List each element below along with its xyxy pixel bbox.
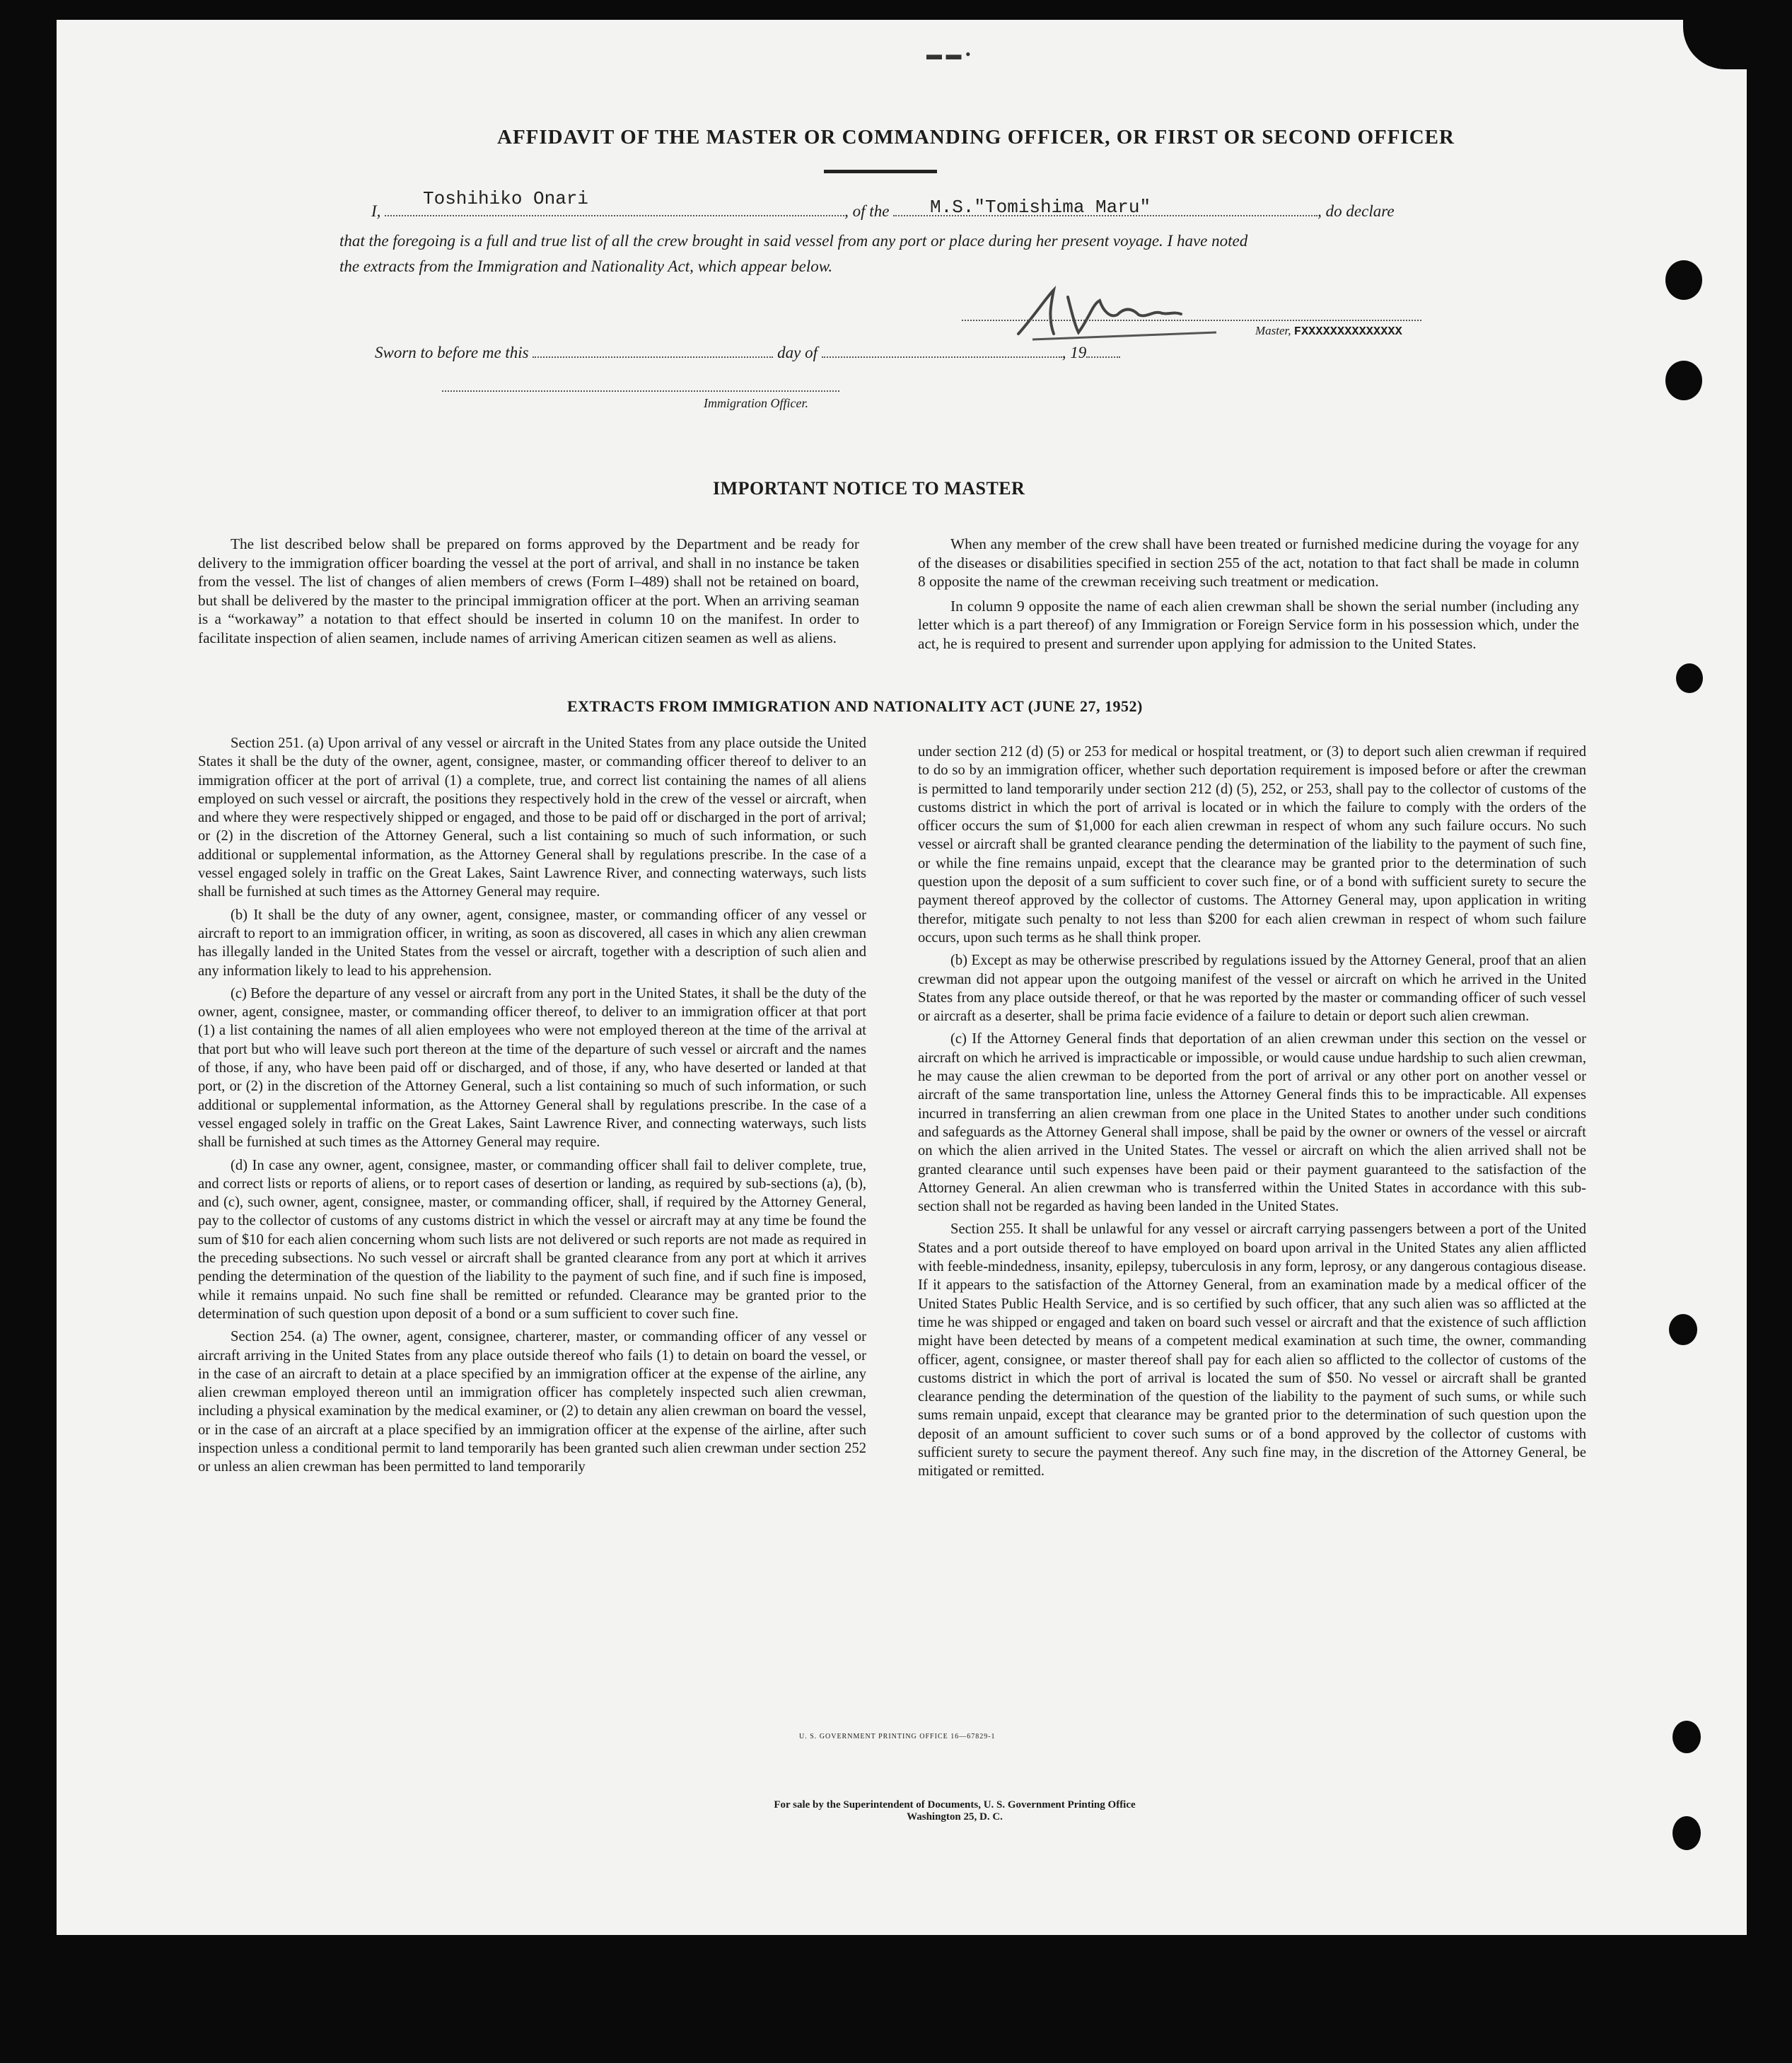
sale-line-2: Washington 25, D. C. xyxy=(907,1811,1003,1823)
printer-line: U. S. GOVERNMENT PRINTING OFFICE 16—67829-1 xyxy=(799,1733,996,1741)
sworn-label: Sworn to before me this xyxy=(375,344,529,361)
section-254a-continued: under section 212 (d) (5) or 253 for medical or hospital treatment, or (3) to deport such alien crewman if required to do so by an immigration officer, whether such deportation requirement is imposed before or after the crewman is permitted to land temporarily under section 212 (d) (5), 252, or 253, shall pay to the collector of customs of the customs district in which the port of arrival is located or in which the failure to comply with the orders of the officer occurs the sum of $1,000 for each alien crewman in respect of whom any such failure occurs. No such vessel or aircraft shall be granted clearance pending the determination of the liability to the payment of such fine, or while the fine remains unpaid, except that the clearance may be granted prior to the determination of such question upon the deposit of a sum sufficient to cover such fine, or of a bond with sufficient surety to secure the payment thereof approved by the collector of customs. The Attorney General may, upon application in writing therefor, mitigate such penalty to not less than $200 for each alien crewman in respect of whom such failure occurs, upon such terms as he shall think proper. xyxy=(918,744,1586,946)
year-prefix-label: , 19 xyxy=(1061,344,1087,361)
form-title: AFFIDAVIT OF THE MASTER OR COMMANDING OFFICER, OR FIRST OR SECOND OFFICER xyxy=(497,126,1455,149)
section-251d: (d) In case any owner, agent, consignee, master, or commanding officer shall fail to deliver complete, true, and correct lists or reports of aliens, or to report cases of desertion or landing, as required by sub-sections (a), (b), and (c), such owner, agent, consignee, master, or commanding officer, shall, if required by the Attorney General, pay to the collector of customs of any customs district in which the vessel or aircraft may at any time be found the sum of $10 for each alien concerning whom such lists are not delivered or such reports are not made as required in the preceding subsections. No such vessel or aircraft shall be granted clearance from any port at which it arrives pending the determination of the question of the liability to the payment of such fine, and if such fine is imposed, while it remains unpaid. No such fine shall be remitted or refunded. Clearance may be granted prior to the determination of such question upon deposit of a bond or a sum sufficient to cover such fine. xyxy=(198,1157,866,1322)
sworn-line xyxy=(375,344,1120,362)
sworn-day-field[interactable] xyxy=(533,356,773,358)
extracts-right-column xyxy=(918,743,1586,1485)
section-255: Section 255. It shall be unlawful for any vessel or aircraft carrying passengers between a port of the United States and a port outside thereof to have employed on board upon arrival in the United States any alien afflicted with feeble-mindedness, insanity, epilepsy, tuberculosis in any form, leprosy, or any dangerous contagious disease. If it appears to the satisfaction of the Attorney General, from an examination made by a medical officer of the United States Public Health Service, and is so certified by such officer, that any such alien was so afflicted at the time he was shipped or engaged and taken on board such vessel or aircraft and that the existence of such affliction might have been detected by means of a competent medical examination at such time, the owner, commanding officer, agent, consignee, or master thereof shall pay for each alien so afflicted to the collector of customs of the customs district in which the port of arrival is located the sum of $50. No vessel or aircraft shall be granted clearance pending the determination of the question of the liability to the payment of such sums, or while such sums remain unpaid, except that clearance may be granted prior to the determination of such question upon the deposit of an amount sufficient to cover such sums or of a bond approved by the collector of customs with sufficient surety to secure the payment thereof. Any such fine may, in the discretion of the Attorney General, be mitigated or remitted. xyxy=(918,1221,1586,1480)
stray-mark: ▬ ▬ • xyxy=(926,45,971,63)
sale-notice xyxy=(552,1799,1358,1823)
sworn-month-field[interactable] xyxy=(822,356,1062,358)
notice-left-paragraph: The list described below shall be prepared on forms approved by the Department and be ready for delivery to the immigration officer boarding the vessel at the port of arrival, and shall in no instance be taken from the vessel. The list of changes of alien members of crews (Form I–489) shall not be retained on board, but shall be delivered by the master to the principal immigration officer at the port. When an arriving seaman is a “workaway” a notation to that effect should be inserted in column 10 on the manifest. In order to facilitate inspection of alien seamen, include names of arriving American citizen seamen as well as aliens. xyxy=(198,535,859,646)
vessel-name-field[interactable]: M.S."Tomishima Maru" xyxy=(930,197,1151,218)
punch-hole xyxy=(1672,1721,1701,1753)
master-title-label: Master, xyxy=(1255,324,1291,337)
extracts-heading: EXTRACTS FROM IMMIGRATION AND NATIONALITY ACT (JUNE 27, 1952) xyxy=(567,697,1143,715)
day-of-label: day of xyxy=(777,344,818,361)
of-the-label: , of the xyxy=(844,202,890,220)
punch-hole xyxy=(1672,1816,1701,1850)
declaration-line-3: the extracts from the Immigration and Nationality Act, which appear below. xyxy=(339,257,833,275)
struck-out-title: FXXXXXXXXXXXXXX xyxy=(1293,325,1402,339)
section-251b: (b) It shall be the duty of any owner, agent, consignee, master, or commanding officer of any vessel or aircraft to report to an immigration officer, in writing, as soon as discovered, all cases in which any alien crewman has illegally landed in the United States from the vessel or aircraft, together with a description of such alien and any information likely to lead to his apprehension. xyxy=(198,907,866,979)
punch-hole xyxy=(1665,260,1702,300)
section-254a: Section 254. (a) The owner, agent, consignee, charterer, master, or commanding officer of any vessel or aircraft arriving in the United States from any place outside thereof who fails (1) to detain on board the vessel, or in the case of an aircraft to detain at a place specified by an immigration officer at the expense of the airline, any alien crewman employed thereon until an immigration officer has completely inspected such alien crewman, including a physical examination by the medical examiner, or (2) to detain any alien crewman on board the vessel, or in the case of an aircraft at a place specified by an immigration officer at the expense of the airline, after such inspection unless a conditional permit to land temporarily has been granted such alien crewman under section 252 or unless an alien crewman has been permitted to land temporarily xyxy=(198,1329,866,1475)
title-rule xyxy=(824,170,937,173)
sale-line-1: For sale by the Superintendent of Documents, U. S. Government Printing Office xyxy=(774,1799,1136,1811)
punch-hole xyxy=(1669,1314,1697,1345)
notice-right-paragraph-2: In column 9 opposite the name of each alien crewman shall be shown the serial number (including any letter which is a part thereof) of any Immigration or Foreign Service form in his possession which, under the act, he is required to present and surrender upon applying for admission to the United States. xyxy=(918,597,1579,652)
do-declare-label: , do declare xyxy=(1317,202,1395,220)
section-254c: (c) If the Attorney General finds that deportation of an alien crewman under this section on the vessel or aircraft on which he arrived is impracticable or impossible, or would cause undue hardship to such alien crewman, he may cause the alien crewman to be deported from the port of arrival or any other port on another vessel or aircraft of the same transportation line, unless the Attorney General finds this to be impracticable. All expenses incurred in transferring an alien crewman from one place in the United States to another under such conditions and safeguards as the Attorney General shall impose, shall be paid by the owner or owners of the vessel or aircraft on which the alien arrived in the United States. The vessel or aircraft on which the alien arrived shall not be granted clearance until such expenses have been paid or their payment guaranteed to the satisfaction of the Attorney General. An alien crewman who is transferred within the United States in accordance with this sub-section shall not be regarded as having been landed in the United States. xyxy=(918,1031,1586,1215)
name-field-line xyxy=(385,215,844,216)
sworn-year-field[interactable] xyxy=(1086,356,1120,358)
document-page xyxy=(57,20,1747,1935)
notice-left-column xyxy=(198,535,859,651)
punch-hole xyxy=(1676,663,1703,693)
section-251a: Section 251. (a) Upon arrival of any vessel or aircraft in the United States from any place outside the United States it shall be the duty of the owner, agent, consignee, master, or commanding officer thereof to deliver to an immigration officer at the port of arrival (1) a complete, true, and correct list containing the names of all aliens employed on such vessel or aircraft, the positions they respectively hold in the crew of the vessel or aircraft, when and where they were respectively shipped or engaged, and those to be paid off or discharged in the port of arrival; or (2) in the discretion of the Attorney General, such a list containing so much of such information, or such additional or supplemental information, as the Attorney General shall by regulations prescribe. In the case of a vessel engaged solely in traffic on the Great Lakes, Saint Lawrence River, and connecting waterways, such lists shall be furnished at such times as the Attorney General may require. xyxy=(198,736,866,900)
extracts-left-column xyxy=(198,734,866,1481)
notice-right-paragraph-1: When any member of the crew shall have been treated or furnished medicine during the voyage for any of the diseases or disabilities specified in section 255 of the act, notation to that fact shall be made in column 8 opposite the name of the crewman receiving such treatment or medication. xyxy=(918,535,1579,590)
master-title xyxy=(1255,324,1402,339)
notice-heading: IMPORTANT NOTICE TO MASTER xyxy=(713,478,1025,499)
master-name-field[interactable]: Toshihiko Onari xyxy=(423,188,589,209)
declaration-line-2: that the foregoing is a full and true list of all the crew brought in said vessel from any port or place during her present voyage. I have noted xyxy=(339,232,1248,250)
torn-corner xyxy=(1683,20,1750,69)
i-label: I, xyxy=(371,202,381,220)
officer-label: Immigration Officer. xyxy=(704,396,808,410)
punch-hole xyxy=(1665,361,1702,400)
officer-signature-line[interactable] xyxy=(442,390,839,392)
section-254b: (b) Except as may be otherwise prescribed by regulations issued by the Attorney General, proof that an alien crewman did not appear upon the outgoing manifest of the vessel or aircraft on which he arrived in the United States from any place outside thereof, or that he was reported by the master or commanding officer of such vessel or aircraft as a deserter, shall be prima facie evidence of a failure to detain or deport such alien crewman. xyxy=(918,953,1586,1025)
notice-right-column xyxy=(918,535,1579,657)
section-251c: (c) Before the departure of any vessel or aircraft from any port in the United States, it shall be the duty of the owner, agent, consignee, master, or commanding officer thereof, to deliver to an immigration officer at that port (1) a list containing the names of all alien employees who were not employed thereon at the time of the arrival at that port but who will leave such port thereon at the time of the departure of such vessel or aircraft and the names of those, if any, who have been paid off or discharged, and of those, if any, who have deserted or landed at that port, or (2) in the discretion of the Attorney General, such a list containing so much of such information, or such additional or supplemental information, as the Attorney General shall by regulations prescribe. In the case of a vessel engaged solely in traffic on the Great Lakes, Saint Lawrence River, and connecting waterways, such lists shall be furnished at such times as the Attorney General may require. xyxy=(198,985,866,1151)
signature-line xyxy=(962,320,1421,321)
